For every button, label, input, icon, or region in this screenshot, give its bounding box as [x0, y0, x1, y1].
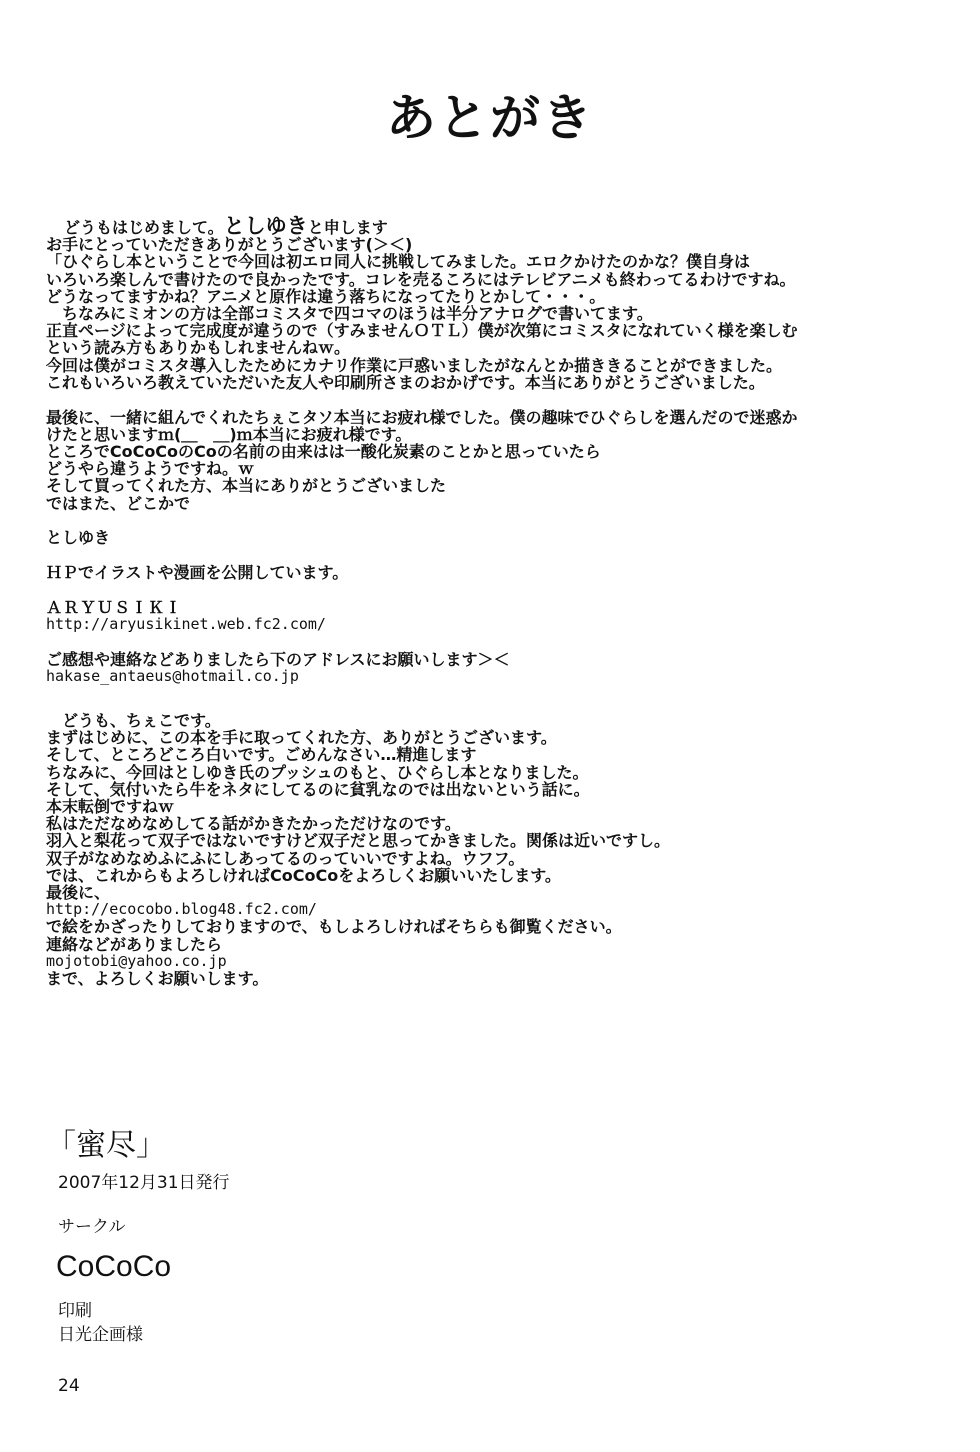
- toshiyuki-line: お手にとっていただきありがとうございます(＞＜): [46, 235, 413, 255]
- choco-line: そして、ところどころ白いです。ごめんなさい…精進します: [46, 745, 477, 765]
- page-number: 24: [58, 1376, 80, 1396]
- toshiyuki-afterword: [46, 214, 946, 685]
- hp-notice: ＨＰでイラストや漫画を公開しています。: [46, 562, 349, 582]
- choco-line: 双子がなめなめふにふにしあってるのっていいですよね。ウフフ。: [46, 848, 525, 868]
- choco-afterword: [46, 712, 946, 987]
- toshiyuki-line: 「ひぐらし本ということで今回は初エロ同人に挑戦してみました。エロクかけたのかな？僕自身は: [46, 252, 751, 272]
- choco-blog-url-link[interactable]: http://ecocobo.blog48.fc2.com/: [46, 900, 317, 919]
- book-title: 「蜜尽」: [46, 1128, 166, 1163]
- choco-closing: まで、よろしくお願いします。: [46, 969, 269, 989]
- print-label: 印刷: [58, 1301, 92, 1321]
- choco-line: 羽入と梨花って双子ではないですけど双子だと思ってかきました。関係は近いですし。: [46, 831, 671, 851]
- choco-line: 本末転倒ですねｗ: [46, 797, 175, 817]
- printer-name: 日光企画様: [58, 1325, 143, 1345]
- page-title: あとがき: [386, 89, 594, 147]
- toshiyuki-greeting: [46, 214, 946, 238]
- choco-line: 最後に、: [46, 883, 111, 903]
- toshiyuki-line: ところでCoCoCoのCoの名前の由来はは一酸化炭素のことかと思っていたら: [46, 441, 601, 461]
- site-url-link[interactable]: http://aryusikinet.web.fc2.com/: [46, 614, 326, 633]
- contact-notice: ご感想や連絡などありましたら下のアドレスにお願いします＞＜: [46, 649, 510, 669]
- choco-line: そして、気付いたら牛をネタにしてるのに貧乳なのでは出ないという話に。: [46, 779, 590, 799]
- publish-date: 2007年12月31日発行: [58, 1173, 230, 1193]
- toshiyuki-signature: としゆき: [46, 528, 111, 548]
- circle-name: CoCoCo: [56, 1250, 172, 1283]
- toshiyuki-line: 正直ページによって完成度が違うので（すみませんＯＴＬ）僕が次第にコミスタになれていく様を楽しむ: [46, 321, 798, 341]
- toshiyuki-line: けたと思いますｍ(＿ ＿)ｍ本当にお疲れ様です。: [46, 424, 412, 444]
- toshiyuki-line: という読み方もありかもしれませんねｗ。: [46, 338, 351, 358]
- toshiyuki-line: 今回は僕がコミスタ導入したためにカナリ作業に戸惑いましたがなんとか描ききることができました。: [46, 355, 783, 375]
- choco-line: 連絡などがありましたら: [46, 934, 223, 954]
- contact-email-link[interactable]: hakase_antaeus@hotmail.co.jp: [46, 666, 299, 685]
- choco-line: では、これからもよろしければCoCoCoをよろしくお願いいたします。: [46, 865, 561, 885]
- toshiyuki-line: これもいろいろ教えていただいた友人や印刷所さまのおかげです。本当にありがとうございました。: [46, 372, 765, 392]
- choco-line: ちなみに、今回はとしゆき氏のプッシュのもと、ひぐらし本となりました。: [46, 762, 589, 782]
- greeting-post: と申します: [307, 218, 388, 237]
- choco-line: まずはじめに、この本を手に取ってくれた方、ありがとうございます。: [46, 728, 557, 748]
- toshiyuki-line: どうやら違うようですね。ｗ: [46, 459, 255, 479]
- toshiyuki-line: いろいろ楽しんで書けたので良かったです。コレを売るころにはテレビアニメも終わってるわけですね。: [46, 269, 796, 289]
- toshiyuki-line: ちなみにミオンの方は全部コミスタで四コマのほうは半分アナログで書いてます。: [46, 304, 653, 324]
- toshiyuki-line: そして買ってくれた方、本当にありがとうございました: [46, 476, 447, 496]
- toshiyuki-line: ではまた、どこかで: [46, 493, 191, 513]
- toshiyuki-line: どうなってますかね？アニメと原作は違う落ちになってたりとかして・・・。: [46, 286, 606, 306]
- choco-line: で絵をかざったりしておりますので、もしよろしければそちらも御覧ください。: [46, 917, 622, 937]
- choco-line: どうも、ちぇこです。: [46, 711, 221, 730]
- circle-label: サークル: [58, 1217, 126, 1237]
- site-name: ＡＲＹＵＳＩＫＩ: [46, 597, 183, 617]
- greeting-pre: どうもはじめまして。: [64, 218, 224, 237]
- toshiyuki-line: 最後に、一緒に組んでくれたちぇこタソ本当にお疲れ様でした。僕の趣味でひぐらしを選んだので迷惑か: [46, 407, 798, 427]
- choco-email-link[interactable]: mojotobi@yahoo.co.jp: [46, 951, 227, 970]
- choco-line: 私はただなめなめしてる話がかきたかっただけなのです。: [46, 814, 461, 834]
- greeting-name: としゆき: [223, 214, 308, 238]
